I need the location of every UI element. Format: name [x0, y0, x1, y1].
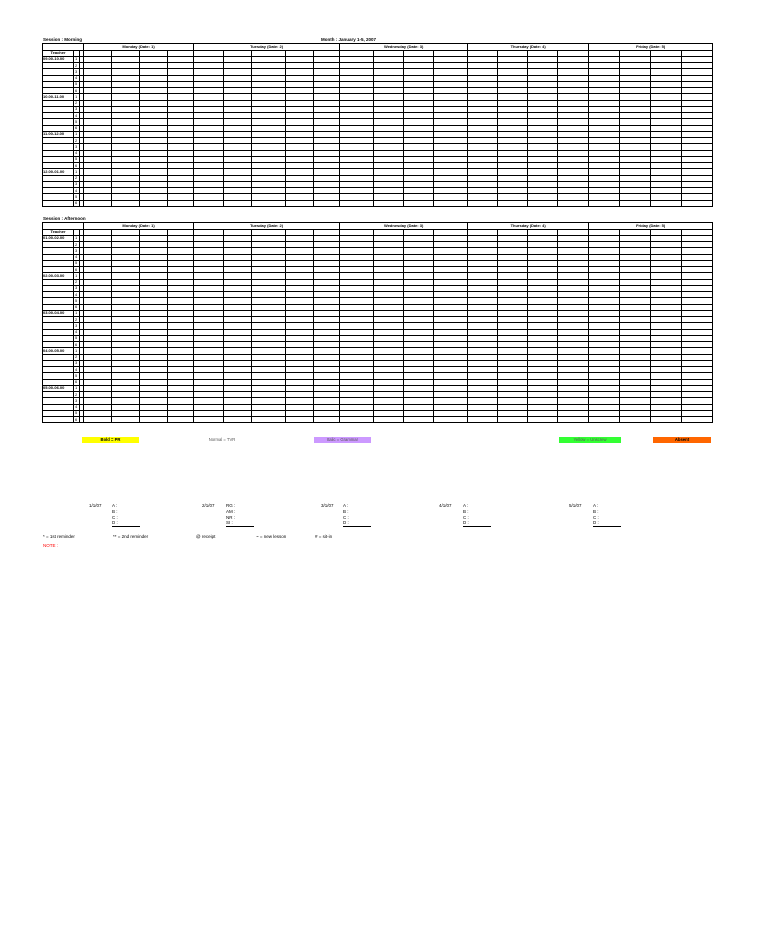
note-item: D : [463, 520, 491, 527]
day-header: Friday (Date: 5) [589, 223, 713, 230]
schedule-cell[interactable] [620, 417, 651, 423]
note-item: C : [343, 514, 349, 520]
note-item: C : [112, 514, 118, 520]
legend-italic: Italic = Grammar [314, 437, 371, 443]
day-header: Friday (Date: 5) [589, 44, 713, 51]
schedule-cell[interactable] [434, 200, 468, 206]
legend-bold: Bold = PR [82, 437, 139, 443]
row-number: 3 [74, 248, 80, 254]
schedule-cell[interactable] [589, 417, 620, 423]
key-new-lesson: ~ = new lesson [256, 534, 287, 539]
note-item: B : [593, 508, 599, 514]
day-header: Thursday (Date: 4) [468, 44, 589, 51]
schedule-cell[interactable] [558, 417, 589, 423]
row-number: 6 [74, 342, 80, 348]
key-second-reminder: ** = 2nd reminder [113, 534, 149, 539]
note-item: A : [463, 503, 469, 508]
row-number: 6 [74, 267, 80, 273]
row-number: 2 [74, 317, 80, 323]
schedule-cell[interactable] [434, 417, 468, 423]
row-number: 1 [74, 94, 80, 100]
row-number: 5 [74, 119, 80, 125]
schedule-cell[interactable] [498, 200, 528, 206]
schedule-cell[interactable] [314, 417, 340, 423]
row-number: 1 [74, 348, 80, 354]
schedule-cell[interactable] [140, 200, 168, 206]
row-number: 1 [74, 56, 80, 62]
legend-normal: Normal = TVR [208, 437, 236, 442]
teacher-label: Teacher [43, 50, 74, 56]
schedule-cell[interactable] [340, 417, 374, 423]
row-number: 5 [74, 410, 80, 416]
schedule-cell[interactable] [468, 200, 498, 206]
row-number: 2 [74, 175, 80, 181]
row-number: 6 [74, 304, 80, 310]
note-item: AM : [226, 508, 236, 514]
row-number: 3 [74, 181, 80, 187]
legend-row [42, 437, 711, 443]
note-item: C : [463, 514, 469, 520]
month-label: Month : January 1-5, 2007 [321, 37, 377, 42]
row-number: 6 [74, 417, 80, 423]
note-date: 3/1/07 [321, 503, 334, 508]
table-row [43, 200, 713, 206]
teacher-label: Teacher [43, 229, 74, 235]
note-date: 2/1/07 [202, 503, 215, 508]
row-number: 6 [74, 125, 80, 131]
row-number: 4 [74, 329, 80, 335]
note-item: D : [343, 520, 371, 527]
row-number: 2 [74, 242, 80, 248]
row-number: 5 [74, 194, 80, 200]
note-item: D : [112, 520, 140, 527]
row-number: 4 [74, 404, 80, 410]
schedule-cell[interactable] [112, 417, 140, 423]
row-number: 5 [74, 260, 80, 266]
note-item: SI : [226, 520, 254, 527]
row-number: 2 [74, 100, 80, 106]
time-slot-label: 11.00-12.00 [43, 131, 74, 137]
schedule-cell[interactable] [374, 200, 404, 206]
note-label: NOTE : [43, 543, 59, 548]
legend-absent: Absent [653, 437, 711, 443]
schedule-cell[interactable] [112, 200, 140, 206]
row-number: 3 [74, 69, 80, 75]
note-item: D : [593, 520, 621, 527]
time-slot-label: 09.00-10.00 [43, 56, 74, 62]
schedule-cell[interactable] [404, 417, 434, 423]
note-date: 4/1/07 [439, 503, 452, 508]
schedule-cell[interactable] [340, 200, 374, 206]
row-number: 1 [74, 131, 80, 137]
row-number: 5 [74, 156, 80, 162]
row-number: 5 [74, 81, 80, 87]
row-number: 4 [74, 75, 80, 81]
row-number: 1 [74, 310, 80, 316]
row-number: 3 [74, 398, 80, 404]
time-slot-label: 04.00-05.00 [43, 348, 74, 354]
note-item: A : [112, 503, 118, 508]
schedule-cell[interactable] [404, 200, 434, 206]
row-number: 5 [74, 373, 80, 379]
note-item: B : [112, 508, 118, 514]
schedule-cell[interactable] [140, 417, 168, 423]
morning-table [42, 43, 713, 207]
schedule-cell[interactable] [651, 417, 682, 423]
schedule-cell[interactable] [224, 417, 252, 423]
schedule-cell[interactable] [468, 417, 498, 423]
row-number: 3 [74, 144, 80, 150]
schedule-cell[interactable] [168, 417, 194, 423]
day-header: Wednesday (Date: 3) [340, 223, 468, 230]
note-date: 5/1/07 [569, 503, 582, 508]
schedule-cell[interactable] [286, 200, 314, 206]
row-number: 4 [74, 113, 80, 119]
schedule-cell[interactable] [589, 200, 620, 206]
schedule-cell[interactable] [558, 200, 589, 206]
note-item: RG : [226, 503, 236, 508]
row-number: 4 [74, 254, 80, 260]
row-number: 3 [74, 323, 80, 329]
row-number: 2 [74, 63, 80, 69]
afternoon-schedule-grid [42, 222, 711, 423]
schedule-cell[interactable] [528, 417, 558, 423]
row-number: 1 [74, 169, 80, 175]
row-number: 4 [74, 367, 80, 373]
row-number: 2 [74, 138, 80, 144]
note-item: A : [343, 503, 349, 508]
row-number: 4 [74, 188, 80, 194]
row-number: 2 [74, 392, 80, 398]
schedule-cell[interactable] [528, 200, 558, 206]
schedule-cell[interactable] [682, 417, 713, 423]
schedule-cell[interactable] [620, 200, 651, 206]
row-number: 4 [74, 292, 80, 298]
schedule-cell[interactable] [498, 417, 528, 423]
session-morning-label: Session : Morning [43, 37, 83, 42]
schedule-cell[interactable] [682, 200, 713, 206]
schedule-cell[interactable] [194, 417, 224, 423]
row-number: 6 [74, 163, 80, 169]
schedule-cell[interactable] [224, 200, 252, 206]
schedule-cell[interactable] [168, 200, 194, 206]
schedule-cell[interactable] [651, 200, 682, 206]
note-item: NR : [226, 514, 235, 520]
schedule-cell[interactable] [194, 200, 224, 206]
schedule-cell[interactable] [84, 200, 112, 206]
note-item: A : [593, 503, 599, 508]
table-row [43, 417, 713, 423]
note-item: C : [593, 514, 599, 520]
time-slot-label: 01.00-02.00 [43, 235, 74, 241]
time-slot-label: 10.00-11.00 [43, 94, 74, 100]
note-item: B : [343, 508, 349, 514]
time-slot-label: 03.00-04.00 [43, 310, 74, 316]
row-number: 3 [74, 360, 80, 366]
morning-schedule-grid [42, 43, 711, 207]
time-slot-label: 12.00-01.00 [43, 169, 74, 175]
schedule-cell[interactable] [252, 200, 286, 206]
day-header: Thursday (Date: 4) [468, 223, 589, 230]
legend-green: Yellow = Unscrew [559, 437, 621, 443]
row-number: 6 [74, 88, 80, 94]
schedule-cell[interactable] [252, 417, 286, 423]
schedule-cell[interactable] [374, 417, 404, 423]
row-number: 5 [74, 298, 80, 304]
row-number: 3 [74, 106, 80, 112]
schedule-cell[interactable] [84, 417, 112, 423]
row-number: 4 [74, 150, 80, 156]
note-item: B : [463, 508, 469, 514]
schedule-cell[interactable] [286, 417, 314, 423]
session-afternoon-label: Session : Afternoon [43, 216, 86, 221]
day-header: Monday (Date: 1) [84, 44, 194, 51]
key-receipt: @ receipt [196, 534, 216, 539]
note-date: 1/1/07 [89, 503, 102, 508]
row-number: 1 [74, 385, 80, 391]
day-header: Wednesday (Date: 3) [340, 44, 468, 51]
day-header: Monday (Date: 1) [84, 223, 194, 230]
key-sit-in: # = sit-in [315, 534, 333, 539]
row-number: 2 [74, 354, 80, 360]
day-header: Tuesday (Date: 2) [194, 223, 340, 230]
row-number: 1 [74, 235, 80, 241]
row-number: 3 [74, 285, 80, 291]
row-number: 6 [74, 200, 80, 206]
row-number: 5 [74, 335, 80, 341]
afternoon-table [42, 222, 713, 423]
key-first-reminder: * = 1st reminder [43, 534, 75, 539]
day-header: Tuesday (Date: 2) [194, 44, 340, 51]
time-slot-label: 05.00-06.00 [43, 385, 74, 391]
row-number: 6 [74, 379, 80, 385]
row-number: 2 [74, 279, 80, 285]
schedule-cell[interactable] [314, 200, 340, 206]
time-slot-label: 02.00-03.00 [43, 273, 74, 279]
row-number: 1 [74, 273, 80, 279]
